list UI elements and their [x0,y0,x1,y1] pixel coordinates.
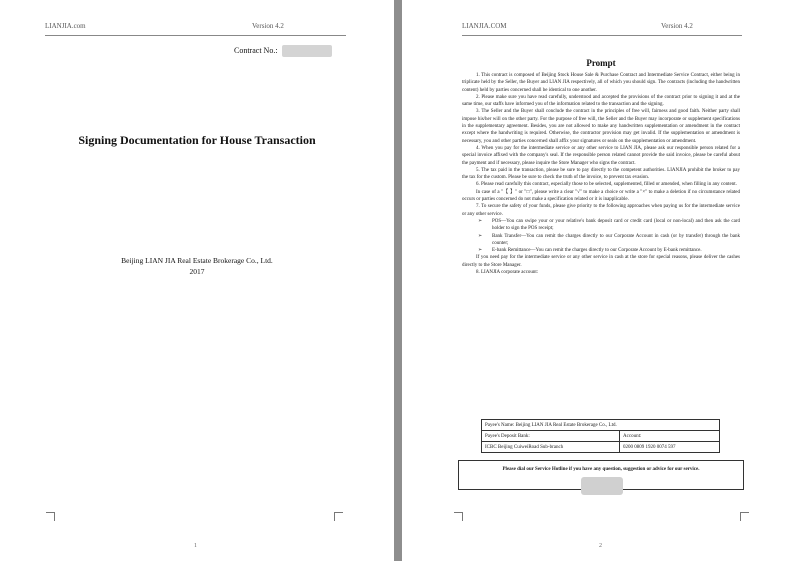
clause-6: 6. Please read carefully this contract, especially those to be selected, supplemented, filled or amended, when filling in any content. [476,182,737,188]
clause-4: 4. When you pay for the intermediate service or any other service to LIAN JIA, please ask our responsible person related for a special invoice affixed with the company's seal. If the responsible person related cannot provide the said invoice, please be careful about the payment and if necessary, please inquire the Store Manager who signs the contract. [462,145,740,166]
document-page-1 [0,0,394,561]
page-header-right: Version 4.2 [661,22,693,30]
prompt-title: Prompt [586,58,616,68]
clause-7-cash: If you need pay for the intermediate service or any other service in cash at the store for special reasons, please deliver the cashes directly to the Store Manager. [462,255,740,268]
arrow-bullet-icon: ➢ [478,233,483,239]
company-block [0,255,394,277]
service-hotline-text: Please dial our Service Hotline if you have any question, suggestion or advice for our service. [502,467,700,472]
payee-name-cell: Payee's Name: Beijing LIAN JIA Real Estate Brokerage Co., Ltd. [482,420,720,431]
payment-option-bank-transfer [462,233,740,248]
document-year: 2017 [189,267,205,276]
arrow-bullet-icon: ➢ [478,218,483,224]
clause-1: 1. This contract is composed of Beijing Stock House Sale & Purchase Contract and Intermediate Service Contract, either being in triplicate held by the Seller, the Buyer and LIAN JIA respectively, all of which you should sign. The contracts (including the handwritten content) held by parties concerned shall be identical to one another. [462,73,740,93]
redacted-hotline-number [581,477,623,495]
table-row [482,442,720,453]
clause-7: 7. To secure the safety of your funds, please give priority to the following approaches when paying us for the intermediate service or any other service. [462,204,740,217]
contract-number [234,45,332,57]
clause-3: 3. The Seller and the Buyer shall conclude the contract in the principles of free will, fairness and good faith. Neither party shall impose his/her will on the other party. For the purpose of free will, the Seller and the Buyer may incorporate or supplement specifications in the supplementary agreement. Besides, you are not allowed to make any handwritten supplementation or amendment in the contract except where the handwriting is required. Otherwise, the contractor provision may get invalid. If the supplementation or amendment is necessary, you and other parties concerned shall affix your signatures or seals on the supplementation or amendment. [462,109,740,144]
contract-number-label: Contract No.: [234,45,278,55]
account-number-cell: 0200 0809 1920 0074 597 [620,442,720,453]
deposit-bank-label-cell: Payee's Deposit Bank: [482,431,620,442]
payment-option-text: POS—You can swipe your or your relative's bank deposit card or credit card (local or non-local) and then ask the card holder to sign the POS receipt; [492,218,740,232]
header-rule [45,35,346,36]
header-rule [462,35,742,36]
page-number: 2 [599,543,602,549]
clause-2: 2. Please make sure you have read carefully, understood and accepted the provisions of the contract prior to signing it and at the same time, our staffs have informed you of the information related to the transaction and the signing. [462,94,740,108]
bank-name-cell: ICBC Beijing CuiweiRoad Sub-branch [482,442,620,453]
crop-mark-bottom-right [334,512,343,521]
payment-option-ebank [462,247,740,254]
company-name: Beijing LIAN JIA Real Estate Brokerage Co., Ltd. [121,256,273,265]
table-row [482,420,720,431]
page-number: 1 [194,543,197,549]
clause-5: 5. The tax paid in the transaction, please be sure to pay directly to the competent authorities. LIANJIA prohibit the broker to pay the tax for the custom. Please be sure to check the truth of the invoice, to prevent tax evasion. [462,167,740,181]
account-label-cell: Account: [620,431,720,442]
page-header-right: Version 4.2 [252,22,284,30]
crop-mark-bottom-left [46,512,55,521]
payment-option-pos [462,218,740,233]
page-header-left: LIANJIA.COM [462,22,507,30]
clause-6-choice: In case of a "【 】" or "□", please write a clear "√" to make a choice or write a "×" to make a deletion if no circumstance related occurs or parties concerned do not make a specification related or it is inapplicable. [462,189,740,203]
clause-8: 8. LIANJIA corporate account: [476,270,539,276]
crop-mark-bottom-right [740,512,749,521]
redacted-contract-number [282,45,332,57]
table-row [482,431,720,442]
crop-mark-bottom-left [454,512,463,521]
prompt-body [462,72,740,276]
document-title: Signing Documentation for House Transaction [78,133,316,147]
page-header-left: LIANJIA.com [45,22,86,30]
arrow-bullet-icon: ➢ [478,248,483,254]
payment-option-text: Bank Transfer—You can remit the charges directly to our Corporate Account in cash (or by transfer) through the bank counter; [492,233,740,246]
corporate-account-table [481,419,720,453]
payment-option-text: E-bank Remittance—You can remit the charges directly to our Corporate Account by E-bank remittance. [492,248,702,254]
